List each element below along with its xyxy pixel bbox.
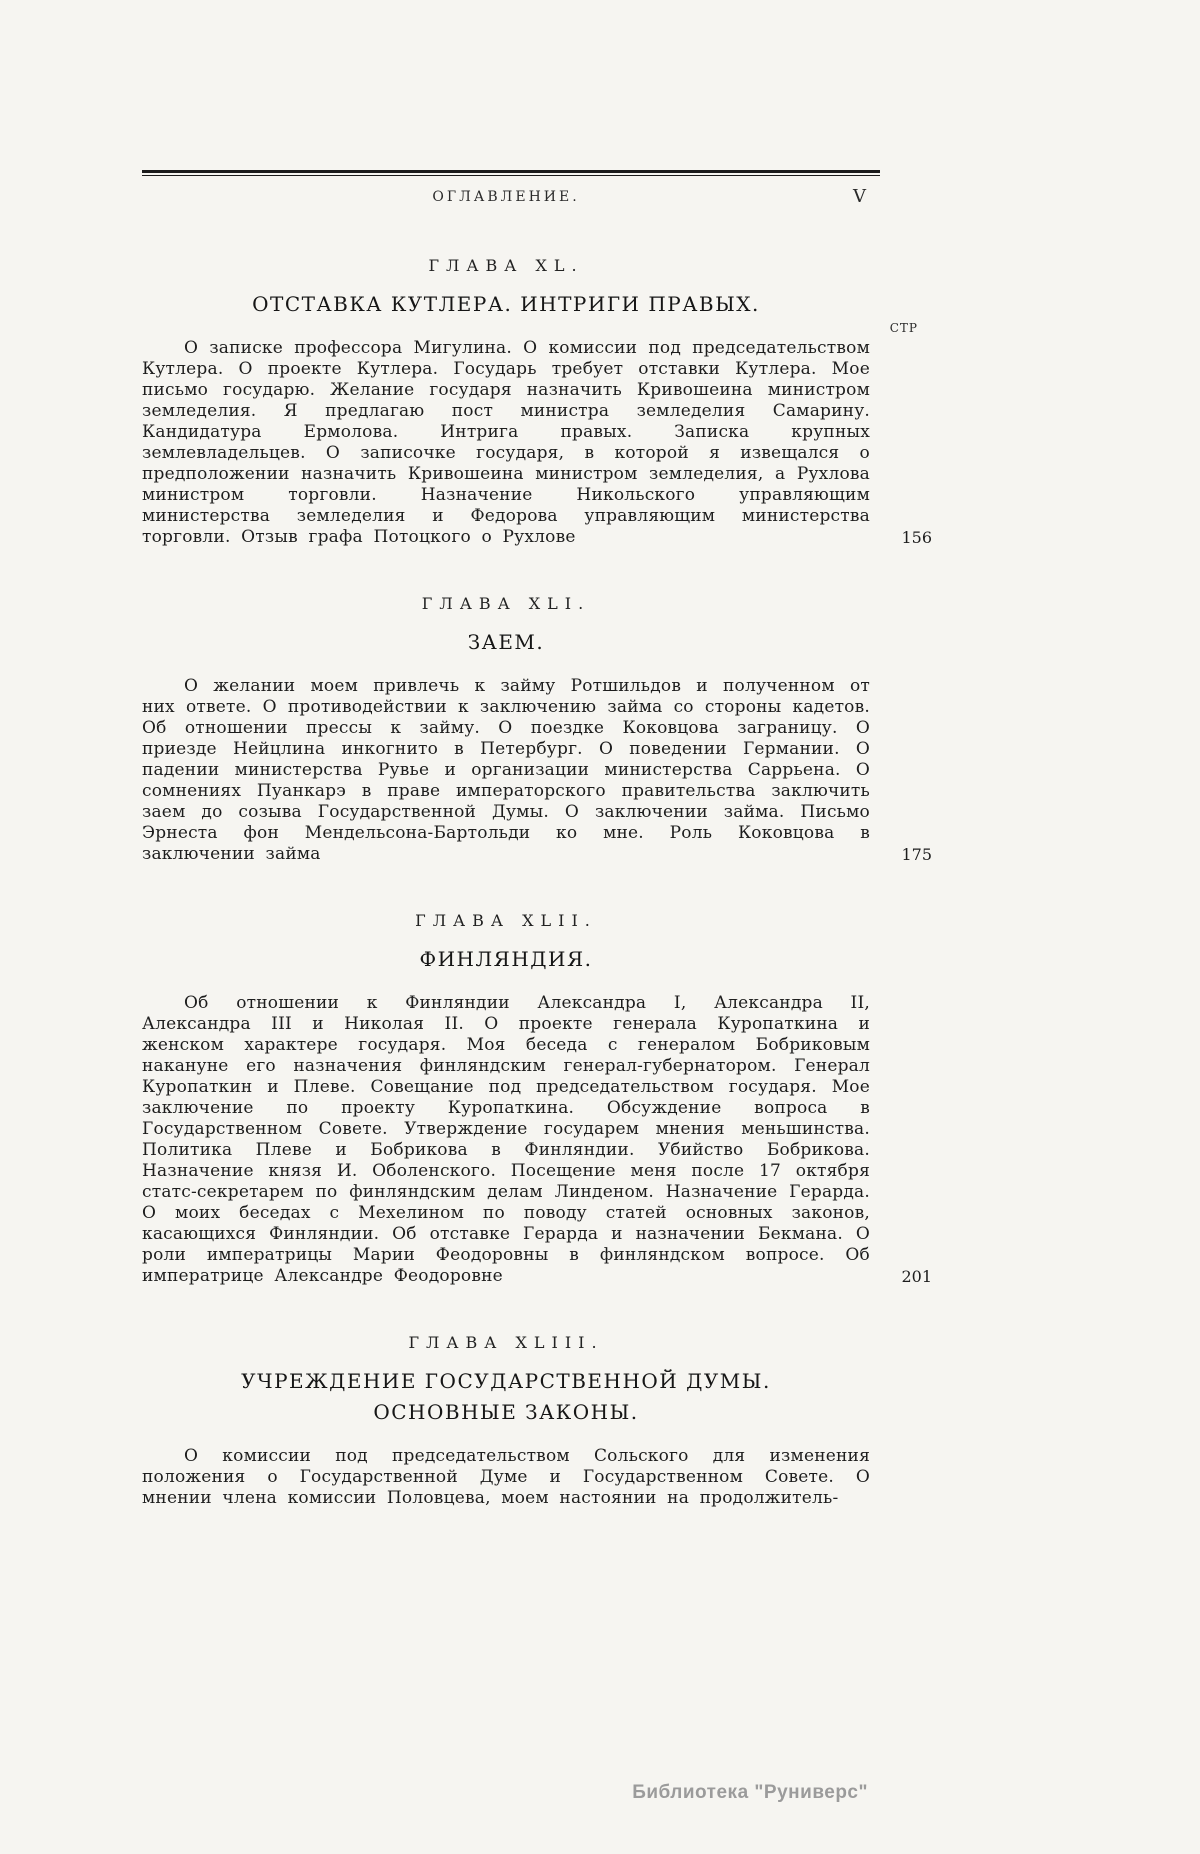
- chapter-title: УЧРЕЖДЕНИЕ ГОСУДАРСТВЕННОЙ ДУМЫ. ОСНОВНЫЕ ЗАКОНЫ.: [241, 1369, 771, 1424]
- chapter-heading: ГЛАВА XLII.: [415, 911, 597, 930]
- watermark: Библиотека "Руниверс": [632, 1782, 868, 1803]
- page-header: [142, 186, 870, 210]
- header-page-number: V: [853, 186, 866, 207]
- str-column-label: СТР: [889, 321, 918, 335]
- chapter-heading: ГЛАВА XL.: [428, 256, 584, 275]
- chapter-summary-block: [142, 321, 932, 548]
- header-title: ОГЛАВЛЕНИЕ.: [432, 189, 580, 205]
- chapter-section-xl: [142, 256, 932, 548]
- chapter-section-xlii: [142, 911, 932, 1287]
- chapter-page-number: 156: [901, 528, 932, 547]
- chapter-title: ЗАЕМ.: [467, 630, 545, 654]
- page-content: [142, 0, 932, 1509]
- chapter-heading: ГЛАВА XLI.: [421, 594, 591, 613]
- chapter-summary: О записке профессора Мигулина. О комиссии под председательством Кутлера. О проекте Кутлера. Государь требует отставки Кутлера. Мое письмо государю. Желание государя назначить Кривошеина министром земледелия. Я предлагаю пост министра земледелия Самарину. Кандидатура Ермолова. Интрига правых. Записка крупных землевладельцев. О записочке государя, в которой я извещался о предположении назначить Кривошеина министром земледелия, а Рухлова министром торговли. Назначение Никольского управляющим министерства земледелия и Федорова управляющим министерства торговли. Отзыв графа Потоцкого о Рухлове: [142, 338, 870, 547]
- chapter-title: ФИНЛЯНДИЯ.: [419, 947, 593, 971]
- chapter-heading: ГЛАВА XLIII.: [408, 1333, 604, 1352]
- chapter-section-xli: [142, 594, 932, 865]
- chapter-summary: О желании моем привлечь к займу Ротшильдов и полученном от них ответе. О противодействии к заключению займа со стороны кадетов. Об отношении прессы к займу. О поездке Коковцова заграницу. О приезде Нейцлина инкогнито в Петербург. О поведении Германии. О падении министерства Рувье и организации министерства Саррьена. О сомнениях Пуанкарэ в праве императорского правительства заключить заем до созыва Государственной Думы. О заключении займа. Письмо Эрнеста фон Мендельсона-Бартольди ко мне. Роль Коковцова в заключении займа: [142, 676, 870, 864]
- chapter-summary: Об отношении к Финляндии Александра I, Александра II, Александра III и Николая II. О проекте генерала Куропаткина и женском характере государя. Моя беседа с генералом Бобриковым накануне его назначения финляндским генерал-губернатором. Генерал Куропаткин и Плеве. Совещание под председательством государя. Мое заключение по проекту Куропаткина. Обсуждение вопроса в Государственном Совете. Утверждение государем мнения меньшинства. Политика Плеве и Бобрикова в Финляндии. Убийство Бобрикова. Назначение князя И. Оболенского. Посещение меня после 17 октября статс-секретарем по финляндским делам Линденом. Назначение Герарда. О моих беседах с Мехелином по поводу статей основных законов, касающихся Финляндии. Об отставке Герарда и назначении Бекмана. О роли императрицы Марии Феодоровны в финляндском вопросе. Об императрице Александре Феодоровне: [142, 993, 870, 1286]
- top-rule: [142, 170, 880, 176]
- chapter-page-number: 175: [901, 845, 932, 864]
- chapter-page-number: 201: [901, 1267, 932, 1286]
- chapter-summary-block: [142, 1446, 870, 1509]
- chapter-title: ОТСТАВКА КУТЛЕРА. ИНТРИГИ ПРАВЫХ.: [252, 292, 760, 316]
- chapter-section-xliii: [142, 1333, 870, 1509]
- chapter-summary-block: [142, 676, 932, 865]
- chapter-summary: О комиссии под председательством Сольского для изменения положения о Государственной Думе и Государственном Совете. О мнении члена комиссии Половцева, моем настоянии на продолжитель-: [142, 1446, 870, 1508]
- chapter-summary-block: [142, 993, 932, 1287]
